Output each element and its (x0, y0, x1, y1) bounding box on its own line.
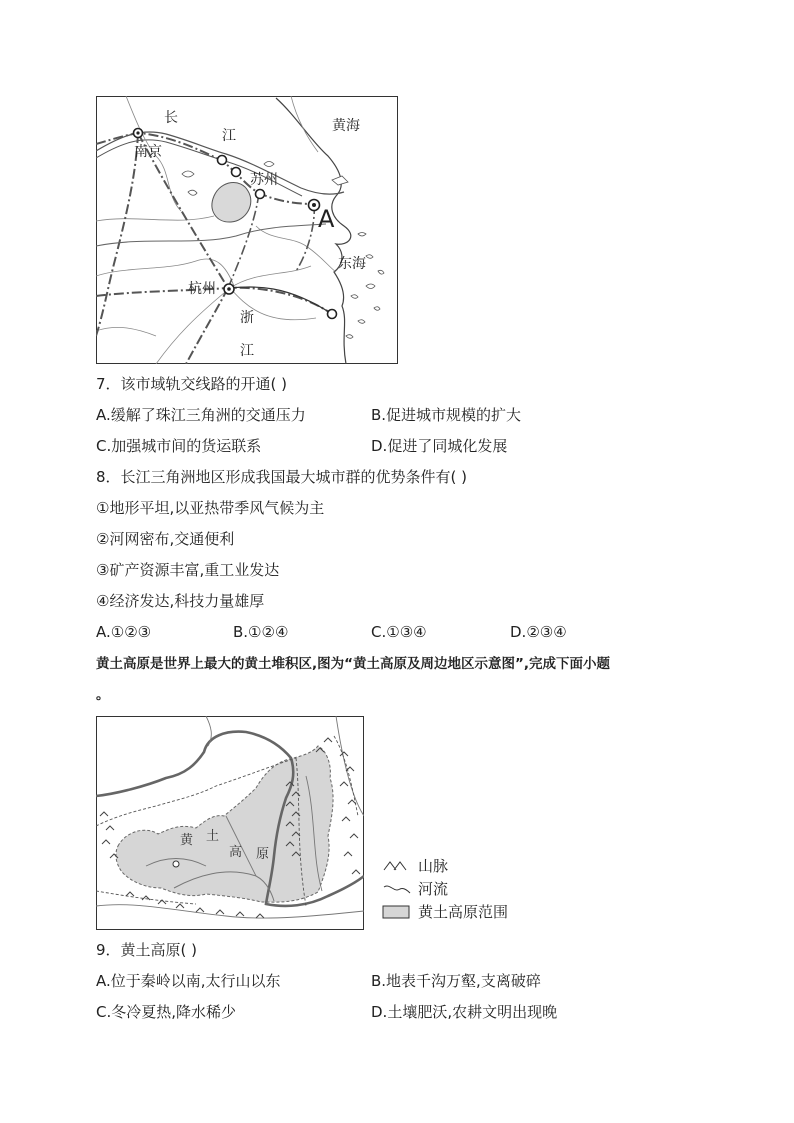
label-yuan: 原 (256, 847, 270, 862)
station-marker (232, 168, 241, 177)
q9-option-a: A.位于秦岭以南,太行山以东 (96, 972, 281, 990)
label-nanjing: 南京 (134, 144, 162, 160)
q8-item-1: ①地形平坦,以亚热带季风气候为主 (96, 499, 325, 517)
q9-option-c: C.冬冷夏热,降水稀少 (96, 1003, 237, 1021)
q8-option-d: D.②③④ (510, 623, 567, 641)
suzhou-marker (256, 190, 265, 199)
q8-item-2: ②河网密布,交通便利 (96, 530, 235, 548)
q7-stem: 7．该市域轨交线路的开通( ) (96, 375, 288, 393)
label-jiang: 江 (222, 128, 236, 144)
label-hangzhou: 杭州 (188, 281, 216, 297)
q7-option-d: D.促进了同城化发展 (371, 437, 508, 455)
label-suzhou: 苏州 (250, 172, 278, 188)
station-marker (218, 156, 227, 165)
q8-option-a: A.①②③ (96, 623, 152, 641)
loess-plateau-map (96, 716, 364, 930)
q8-stem: 8．长江三角洲地区形成我国最大城市群的优势条件有( ) (96, 468, 468, 486)
yangtze-delta-map (96, 96, 398, 364)
label-tu: 土 (206, 829, 220, 844)
q7-option-b: B.促进城市规模的扩大 (371, 406, 522, 424)
plateau-legend-icon (382, 904, 412, 920)
q8-option-c: C.①③④ (371, 623, 427, 641)
q8-option-b: B.①②④ (233, 623, 289, 641)
q9-stem: 9．黄土高原( ) (96, 941, 198, 959)
label-a: A (318, 205, 335, 233)
q9-option-b: B.地表千沟万壑,支离破碎 (371, 972, 541, 990)
q7-option-a: A.缓解了珠江三角洲的交通压力 (96, 406, 306, 424)
q9-option-d: D.土壤肥沃,农耕文明出现晚 (371, 1003, 558, 1021)
label-donghai: 东海 (338, 256, 366, 272)
loess-intro-line2: 。 (96, 687, 110, 703)
label-chang: 长 (164, 110, 178, 126)
river-legend-icon (382, 881, 412, 897)
label-zhe: 浙 (240, 310, 254, 326)
station-marker (328, 310, 337, 319)
label-gao: 高 (229, 845, 243, 860)
label-jiang2: 江 (240, 343, 254, 359)
label-huanghai: 黄海 (332, 118, 360, 134)
q8-item-4: ④经济发达,科技力量雄厚 (96, 592, 265, 610)
legend-river: 河流 (418, 880, 449, 898)
label-huang: 黄 (180, 833, 194, 848)
q7-option-c: C.加强城市间的货运联系 (96, 437, 262, 455)
q8-item-3: ③矿产资源丰富,重工业发达 (96, 561, 280, 579)
loess-intro-line1: 黄土高原是世界上最大的黄土堆积区,图为“黄土高原及周边地区示意图”,完成下面小题 (96, 656, 611, 672)
legend-plateau: 黄土高原范围 (418, 903, 509, 921)
legend-mountain: 山脉 (418, 857, 449, 875)
mountain-legend-icon (382, 858, 412, 874)
